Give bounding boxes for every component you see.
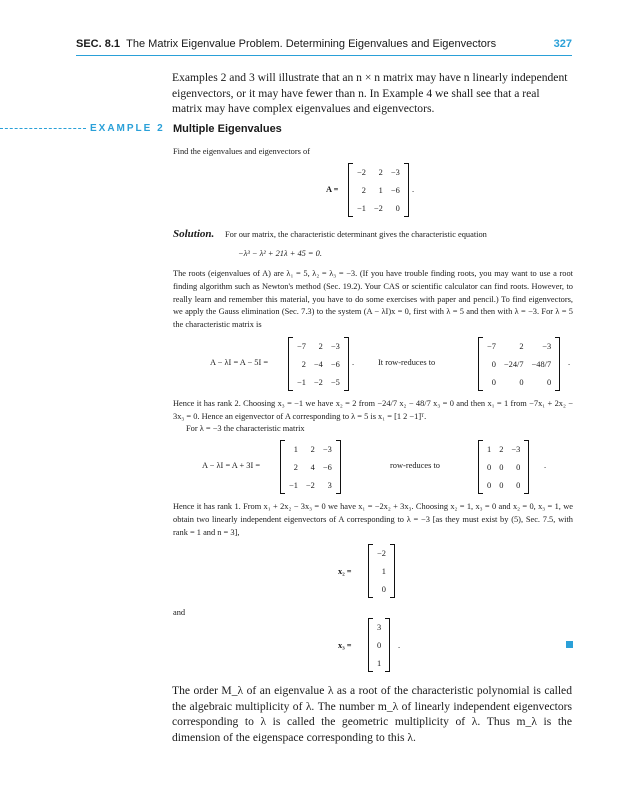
- matrix-cell: 0: [487, 480, 492, 490]
- example-prompt: Find the eigenvalues and eigenvectors of: [173, 147, 310, 156]
- matrix-cell: 2: [318, 341, 323, 351]
- matrix-cell: 4: [310, 462, 315, 472]
- matrix-cell: −2: [305, 480, 315, 490]
- matrix-row: [483, 373, 555, 391]
- vector-x2: [368, 544, 395, 598]
- matrix-row: [285, 440, 336, 458]
- example-marker-line: [0, 128, 86, 129]
- matrix-cell: 0: [519, 377, 524, 387]
- matrix-row: [483, 476, 524, 494]
- matrix-cell: 0: [491, 359, 496, 369]
- matrix-cell: −3: [330, 341, 340, 351]
- matrix-row: [373, 580, 390, 598]
- matrix-row: [373, 636, 385, 654]
- matrix-a-label: A =: [326, 185, 339, 194]
- matrix-cell: −2: [377, 548, 386, 558]
- matrix-cell: 1: [293, 444, 298, 454]
- matrix-cell: 0: [487, 462, 492, 472]
- matrix-m3-reduced: [478, 440, 529, 494]
- matrix-row: [353, 199, 404, 217]
- matrix-cell: 0: [499, 480, 504, 490]
- matrix-cell: −3: [542, 341, 552, 351]
- m3-mid-text: row-reduces to: [390, 461, 440, 470]
- matrix-row: [285, 458, 336, 476]
- matrix-cell: −2: [313, 377, 323, 387]
- matrix-a-minus-5i: [288, 337, 349, 391]
- matrix-row: [483, 337, 555, 355]
- matrix-cell: −1: [289, 480, 298, 490]
- matrix-cell: −1: [357, 203, 366, 213]
- matrix-cell: 0: [499, 462, 504, 472]
- for-minus3-text: For λ = −3 the characteristic matrix: [186, 424, 305, 433]
- end-of-example-square: [566, 641, 573, 648]
- matrix-cell: 1: [378, 185, 383, 195]
- roots-paragraph: The roots (eigenvalues of A) are λ₁ = 5, λ₂ = λ₃ = −3. (If you have trouble finding roots, you may want to use a root finding algorithm such as Newton's method (Sec. 19.2). Your CAS or scientific calculator can find roots. However, to really learn and remember this material, you have to do some exercises with paper and pencil.) To find eigenvectors, we apply the Gauss elimination (Sec. 7.3) to the system (A − λI)x = 0, first with λ = 5 and then with λ = −3. For λ = 5 the characteristic matrix is: [173, 269, 573, 330]
- m3-lhs: A − λI = A + 3I =: [202, 461, 261, 470]
- matrix-row: [293, 373, 344, 391]
- matrix-cell: 3: [327, 480, 332, 490]
- matrix-row: [373, 618, 385, 636]
- characteristic-equation: −λ³ − λ² + 21λ + 45 = 0.: [238, 249, 322, 258]
- m3r-period: .: [544, 461, 547, 470]
- matrix-row: [293, 337, 344, 355]
- example-title: Multiple Eigenvalues: [173, 123, 282, 135]
- matrix-cell: 0: [395, 203, 400, 213]
- m5-lhs: A − λI = A − 5I =: [210, 358, 269, 367]
- matrix-cell: −3: [322, 444, 332, 454]
- matrix-cell: 0: [377, 640, 382, 650]
- matrix-cell: −6: [330, 359, 340, 369]
- matrix-cell: −3: [390, 167, 400, 177]
- matrix-cell: 1: [381, 566, 386, 576]
- solution-text: For our matrix, the characteristic determinant gives the characteristic equation: [225, 230, 487, 239]
- matrix-cell: −5: [330, 377, 340, 387]
- matrix-cell: 2: [519, 341, 524, 351]
- matrix-cell: −2: [357, 167, 366, 177]
- matrix-row: [483, 440, 524, 458]
- matrix-cell: −4: [313, 359, 323, 369]
- solution-label: Solution.: [173, 228, 215, 240]
- m5-mid-text: It row-reduces to: [378, 358, 436, 367]
- matrix-cell: −7: [487, 341, 496, 351]
- header-title: SEC. 8.1 The Matrix Eigenvalue Problem. Determining Eigenvalues and Eigenvectors: [76, 38, 497, 50]
- matrix-cell: −6: [322, 462, 332, 472]
- matrix-row: [285, 476, 336, 494]
- matrix-cell: 0: [381, 584, 386, 594]
- matrix-row: [353, 181, 404, 199]
- running-header: [76, 38, 572, 54]
- matrix-row: [373, 562, 390, 580]
- intro-paragraph: Examples 2 and 3 will illustrate that an n × n matrix may have n linearly independent eigenvectors, or it may have fewer than n. In Example 4 we shall see that a real matrix may have complex eigenvalues and eigenvectors.: [172, 71, 568, 116]
- matrix-cell: 1: [377, 658, 382, 668]
- outro-paragraph: The order M_λ of an eigenvalue λ as a root of the characteristic polynomial is called the algebraic multiplicity of λ. The number m_λ of linearly independent eigenvectors corresponding to λ is called the geometric multiplicity of λ. Thus m_λ is the dimension of the eigenspace corresponding to this λ.: [172, 684, 572, 744]
- matrix-cell: 2: [378, 167, 383, 177]
- rank2-paragraph: Hence it has rank 2. Choosing x₃ = −1 we have x₂ = 2 from −24/7 x₂ − 48/7 x₃ = 0 and then x₁ = 1 from −7x₁ + 2x₂ − 3x₃ = 0. Hence an eigenvector of A corresponding to λ = 5 is x₁ = [1 2 −1]ᵀ.: [173, 399, 573, 421]
- x2-label: x₂ =: [338, 567, 352, 576]
- page-number: 327: [553, 38, 572, 50]
- m5r-period: .: [568, 358, 571, 367]
- x3-period: .: [398, 641, 401, 650]
- matrix-cell: 0: [491, 377, 496, 387]
- matrix-row: [353, 163, 404, 181]
- matrix-cell: 3: [377, 622, 382, 632]
- matrix-cell: 2: [293, 462, 298, 472]
- matrix-cell: 2: [499, 444, 504, 454]
- matrix-row: [483, 458, 524, 476]
- vector-x3: [368, 618, 390, 672]
- matrix-cell: −24/7: [503, 359, 524, 369]
- matrix-cell: 0: [516, 480, 521, 490]
- matrix-cell: 0: [546, 377, 552, 387]
- matrix-row: [373, 544, 390, 562]
- matrix-row: [483, 355, 555, 373]
- matrix-cell: −7: [297, 341, 306, 351]
- matrix-cell: −6: [390, 185, 400, 195]
- and-text: and: [173, 608, 186, 617]
- matrix-a: [348, 163, 409, 217]
- matrix-cell: −48/7: [531, 359, 552, 369]
- matrix-cell: 0: [516, 462, 521, 472]
- matrix-cell: 2: [310, 444, 315, 454]
- matrix-cell: −2: [373, 203, 383, 213]
- matrix-m5-reduced: [478, 337, 560, 391]
- matrix-cell: −3: [511, 444, 521, 454]
- matrix-cell: −1: [297, 377, 306, 387]
- matrix-cell: 2: [301, 359, 306, 369]
- matrix-row: [293, 355, 344, 373]
- matrix-a-period: .: [412, 185, 415, 194]
- header-rule: [76, 55, 572, 56]
- m5-period: .: [352, 358, 355, 367]
- matrix-cell: 2: [361, 185, 366, 195]
- matrix-a-plus-3i: [280, 440, 341, 494]
- rank1-paragraph: Hence it has rank 1. From x₁ + 2x₂ − 3x₃ = 0 we have x₁ = −2x₂ + 3x₃. Choosing x₂ = 1, x₃ = 0 and x₂ = 0, x₃ = 1, we obtain two linearly independent eigenvectors of A corresponding to λ = −3 [as they must exist by (5), Sec. 7.5, with rank = 1 and n = 3],: [173, 502, 573, 537]
- matrix-cell: 1: [487, 444, 492, 454]
- example-label: EXAMPLE 2: [90, 123, 165, 134]
- x3-label: x₃ =: [338, 641, 352, 650]
- matrix-row: [373, 654, 385, 672]
